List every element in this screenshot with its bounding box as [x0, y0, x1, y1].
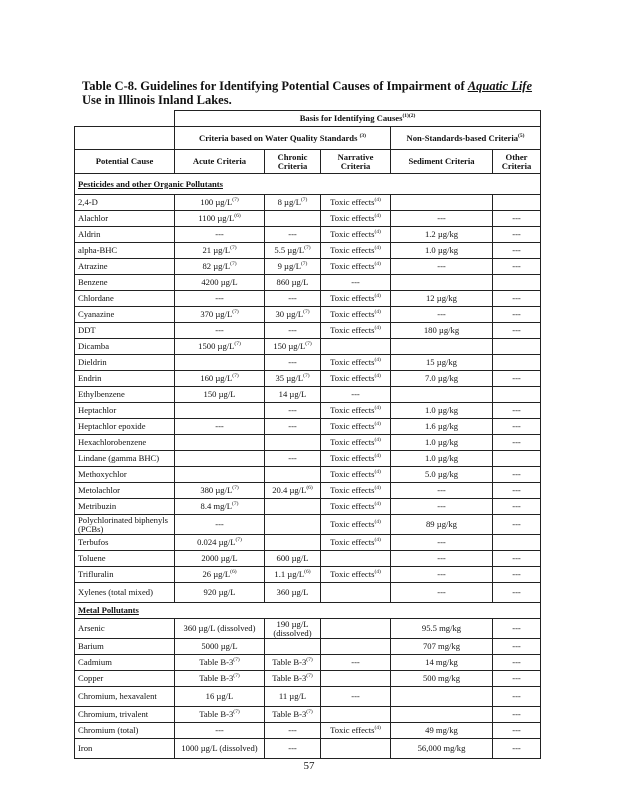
- table-row: [75, 227, 541, 243]
- table-row: [75, 259, 541, 275]
- table-row: [75, 499, 541, 515]
- other-cell: ---: [493, 515, 541, 535]
- other-cell: [493, 451, 541, 467]
- sediment-cell: [391, 387, 493, 403]
- section-row: [75, 603, 541, 619]
- sediment-cell: ---: [391, 307, 493, 323]
- sediment-cell: 7.0 µg/kg: [391, 371, 493, 387]
- cause-cell: Chlordane: [75, 291, 175, 307]
- table-row: [75, 551, 541, 567]
- acute-cell: 150 µg/L: [175, 387, 265, 403]
- other-cell: [493, 387, 541, 403]
- table-row: [75, 243, 541, 259]
- chronic-cell: ---: [265, 403, 321, 419]
- cause-cell: Chromium, hexavalent: [75, 687, 175, 707]
- sediment-cell: 1.0 µg/kg: [391, 403, 493, 419]
- narrative-cell: Toxic effects$^{(4)}$: [321, 723, 391, 739]
- narrative-cell: [321, 671, 391, 687]
- narrative-cell: Toxic effects$^{(4)}$: [321, 451, 391, 467]
- acute-cell: ---: [175, 323, 265, 339]
- narrative-cell: Toxic effects$^{(4)}$: [321, 211, 391, 227]
- table-row: [75, 387, 541, 403]
- acute-cell: ---: [175, 419, 265, 435]
- acute-cell: ---: [175, 291, 265, 307]
- acute-cell: 5000 µg/L: [175, 639, 265, 655]
- sediment-header: Sediment Criteria: [391, 150, 493, 174]
- chronic-cell: Table B-3$^{(7)}$: [265, 707, 321, 723]
- narrative-cell: Toxic effects$^{(4)}$: [321, 195, 391, 211]
- acute-cell: ---: [175, 227, 265, 243]
- table-row: [75, 451, 541, 467]
- chronic-cell: ---: [265, 291, 321, 307]
- cause-cell: Metribuzin: [75, 499, 175, 515]
- acute-cell: 360 µg/L (dissolved): [175, 619, 265, 639]
- cause-cell: Heptachlor: [75, 403, 175, 419]
- narrative-cell: Toxic effects$^{(4)}$: [321, 307, 391, 323]
- acute-cell: 16 µg/L: [175, 687, 265, 707]
- chronic-header: Chronic Criteria: [265, 150, 321, 174]
- header-row-basis: [75, 111, 541, 127]
- sediment-cell: 12 µg/kg: [391, 291, 493, 307]
- other-cell: [493, 275, 541, 291]
- cause-cell: Cadmium: [75, 655, 175, 671]
- chronic-cell: [265, 467, 321, 483]
- table-row: [75, 535, 541, 551]
- other-cell: ---: [493, 639, 541, 655]
- sediment-cell: ---: [391, 551, 493, 567]
- chronic-cell: ---: [265, 355, 321, 371]
- cause-cell: Copper: [75, 671, 175, 687]
- sediment-cell: [391, 275, 493, 291]
- acute-cell: [175, 451, 265, 467]
- acute-cell: 370 $\mu g/L^{(7)}$: [175, 307, 265, 323]
- other-cell: ---: [493, 655, 541, 671]
- other-cell: ---: [493, 371, 541, 387]
- acute-cell: 1000 µg/L (dissolved): [175, 739, 265, 759]
- header-row-groups: [75, 127, 541, 150]
- chronic-cell: 11 µg/L: [265, 687, 321, 707]
- table-title: Table C-8. Guidelines for Identifying Potential Causes of Impairment of Aquatic Life Use in Illinois Inland Lakes.: [82, 79, 533, 107]
- acute-cell: [175, 355, 265, 371]
- acute-cell: ---: [175, 723, 265, 739]
- narrative-cell: Toxic effects$^{(4)}$: [321, 291, 391, 307]
- cause-cell: Xylenes (total mixed): [75, 583, 175, 603]
- narrative-cell: [321, 619, 391, 639]
- cause-cell: Chromium, trivalent: [75, 707, 175, 723]
- chronic-cell: 35 $\mu g/L^{(7)}$: [265, 371, 321, 387]
- table-row: [75, 619, 541, 639]
- cause-cell: Ethylbenzene: [75, 387, 175, 403]
- chronic-cell: Table B-3$^{(7)}$: [265, 655, 321, 671]
- chronic-cell: 14 µg/L: [265, 387, 321, 403]
- other-cell: ---: [493, 567, 541, 583]
- other-cell: ---: [493, 687, 541, 707]
- other-cell: ---: [493, 403, 541, 419]
- cause-cell: Iron: [75, 739, 175, 759]
- acute-cell: [175, 435, 265, 451]
- chronic-cell: 150 $\mu g/L^{(7)}$: [265, 339, 321, 355]
- other-cell: [493, 535, 541, 551]
- table-row: [75, 307, 541, 323]
- cause-cell: DDT: [75, 323, 175, 339]
- narrative-cell: Toxic effects$^{(4)}$: [321, 243, 391, 259]
- sediment-cell: 56,000 mg/kg: [391, 739, 493, 759]
- sediment-cell: ---: [391, 567, 493, 583]
- other-cell: ---: [493, 483, 541, 499]
- narrative-cell: [321, 739, 391, 759]
- narrative-cell: Toxic effects$^{(4)}$: [321, 515, 391, 535]
- cause-cell: Hexachlorobenzene: [75, 435, 175, 451]
- table-row: [75, 639, 541, 655]
- narrative-cell: Toxic effects$^{(4)}$: [321, 355, 391, 371]
- sediment-cell: [391, 707, 493, 723]
- acute-cell: 920 µg/L: [175, 583, 265, 603]
- cause-cell: Aldrin: [75, 227, 175, 243]
- acute-cell: 82 $\mu g/L^{(7)}$: [175, 259, 265, 275]
- sediment-cell: ---: [391, 535, 493, 551]
- table-row: [75, 275, 541, 291]
- acute-cell: Table B-3$^{(7)}$: [175, 655, 265, 671]
- page-number: 57: [303, 760, 315, 772]
- narrative-cell: Toxic effects$^{(4)}$: [321, 419, 391, 435]
- narrative-cell: Toxic effects$^{(4)}$: [321, 467, 391, 483]
- sediment-cell: [391, 687, 493, 707]
- acute-cell: 26 $\mu g/L^{(6)}$: [175, 567, 265, 583]
- other-cell: ---: [493, 723, 541, 739]
- table-row: [75, 515, 541, 535]
- other-cell: ---: [493, 707, 541, 723]
- cause-cell: alpha-BHC: [75, 243, 175, 259]
- other-cell: ---: [493, 243, 541, 259]
- table-row: [75, 483, 541, 499]
- title-emphasis: Aquatic Life: [467, 79, 533, 93]
- wq-standards-header: Criteria based on Water Quality Standards $^{(3)}$: [175, 127, 391, 150]
- acute-cell: 4200 µg/L: [175, 275, 265, 291]
- other-cell: ---: [493, 583, 541, 603]
- other-cell: ---: [493, 499, 541, 515]
- chronic-cell: 20.4 $\mu g/L^{(6)}$: [265, 483, 321, 499]
- table-row: [75, 687, 541, 707]
- chronic-cell: 190 µg/L (dissolved): [265, 619, 321, 639]
- narrative-cell: [321, 339, 391, 355]
- chronic-cell: 860 µg/L: [265, 275, 321, 291]
- other-cell: ---: [493, 323, 541, 339]
- chronic-cell: [265, 211, 321, 227]
- other-cell: ---: [493, 259, 541, 275]
- cause-cell: Chromium (total): [75, 723, 175, 739]
- sediment-cell: ---: [391, 483, 493, 499]
- cause-cell: Atrazine: [75, 259, 175, 275]
- narrative-cell: Toxic effects$^{(4)}$: [321, 403, 391, 419]
- acute-cell: 1500 $\mu g/L^{(7)}$: [175, 339, 265, 355]
- table-row: [75, 291, 541, 307]
- other-cell: ---: [493, 467, 541, 483]
- other-cell: ---: [493, 211, 541, 227]
- acute-cell: 8.4 $mg/L^{(7)}$: [175, 499, 265, 515]
- narrative-cell: Toxic effects$^{(4)}$: [321, 227, 391, 243]
- sediment-cell: [391, 339, 493, 355]
- chronic-cell: 360 µg/L: [265, 583, 321, 603]
- cause-cell: Dieldrin: [75, 355, 175, 371]
- table-row: [75, 435, 541, 451]
- table-row: [75, 583, 541, 603]
- section-row: [75, 174, 541, 195]
- cause-cell: Trifluralin: [75, 567, 175, 583]
- chronic-cell: ---: [265, 723, 321, 739]
- cause-cell: Endrin: [75, 371, 175, 387]
- narrative-cell: Toxic effects$^{(4)}$: [321, 371, 391, 387]
- narrative-cell: Toxic effects$^{(4)}$: [321, 535, 391, 551]
- narrative-cell: ---: [321, 275, 391, 291]
- sediment-cell: ---: [391, 583, 493, 603]
- narrative-cell: Toxic effects$^{(4)}$: [321, 259, 391, 275]
- guidelines-table: [74, 110, 541, 759]
- table-row: [75, 567, 541, 583]
- potential-cause-header: Potential Cause: [75, 150, 175, 174]
- header-row-columns: [75, 150, 541, 174]
- cause-cell: Dicamba: [75, 339, 175, 355]
- narrative-cell: Toxic effects$^{(4)}$: [321, 323, 391, 339]
- sediment-cell: 1.0 µg/kg: [391, 451, 493, 467]
- sediment-cell: ---: [391, 259, 493, 275]
- cause-cell: Metolachlor: [75, 483, 175, 499]
- narrative-cell: Toxic effects$^{(4)}$: [321, 483, 391, 499]
- other-cell: ---: [493, 671, 541, 687]
- other-cell: ---: [493, 307, 541, 323]
- sediment-cell: 1.6 µg/kg: [391, 419, 493, 435]
- narrative-cell: Toxic effects$^{(4)}$: [321, 567, 391, 583]
- cause-cell: Polychlorinated biphenyls (PCBs): [75, 515, 175, 535]
- sediment-cell: 1.0 µg/kg: [391, 435, 493, 451]
- acute-cell: 380 $\mu g/L^{(7)}$: [175, 483, 265, 499]
- other-cell: [493, 355, 541, 371]
- sediment-cell: 49 mg/kg: [391, 723, 493, 739]
- chronic-cell: 5.5 $\mu g/L^{(7)}$: [265, 243, 321, 259]
- other-cell: ---: [493, 551, 541, 567]
- cause-cell: Heptachlor epoxide: [75, 419, 175, 435]
- table-row: [75, 723, 541, 739]
- narrative-cell: [321, 583, 391, 603]
- table-row: [75, 739, 541, 759]
- chronic-cell: [265, 639, 321, 655]
- cause-cell: Benzene: [75, 275, 175, 291]
- narrative-cell: ---: [321, 687, 391, 707]
- chronic-cell: 8 $\mu g/L^{(7)}$: [265, 195, 321, 211]
- chronic-cell: 600 µg/L: [265, 551, 321, 567]
- chronic-cell: ---: [265, 419, 321, 435]
- sediment-cell: 5.0 µg/kg: [391, 467, 493, 483]
- table-row: [75, 339, 541, 355]
- sediment-cell: ---: [391, 499, 493, 515]
- other-cell: ---: [493, 227, 541, 243]
- acute-cell: 160 $\mu g/L^{(7)}$: [175, 371, 265, 387]
- sediment-cell: 89 µg/kg: [391, 515, 493, 535]
- other-cell: ---: [493, 435, 541, 451]
- cause-cell: Cyanazine: [75, 307, 175, 323]
- narrative-cell: ---: [321, 655, 391, 671]
- table-row: [75, 323, 541, 339]
- sediment-cell: [391, 195, 493, 211]
- narrative-cell: ---: [321, 387, 391, 403]
- basis-header: Basis for Identifying Causes$^{(1)(2)}$: [175, 111, 541, 127]
- chronic-cell: [265, 535, 321, 551]
- sediment-cell: 1.0 µg/kg: [391, 243, 493, 259]
- sediment-cell: 15 µg/kg: [391, 355, 493, 371]
- cause-cell: Arsenic: [75, 619, 175, 639]
- sediment-cell: 500 mg/kg: [391, 671, 493, 687]
- narrative-cell: Toxic effects$^{(4)}$: [321, 499, 391, 515]
- table-row: [75, 467, 541, 483]
- sediment-cell: 707 mg/kg: [391, 639, 493, 655]
- acute-header: Acute Criteria: [175, 150, 265, 174]
- narrative-cell: Toxic effects$^{(4)}$: [321, 435, 391, 451]
- other-cell: ---: [493, 739, 541, 759]
- acute-cell: [175, 467, 265, 483]
- acute-cell: [175, 403, 265, 419]
- chronic-cell: ---: [265, 227, 321, 243]
- table-row: [75, 419, 541, 435]
- chronic-cell: 30 $\mu g/L^{(7)}$: [265, 307, 321, 323]
- chronic-cell: 9 $\mu g/L^{(7)}$: [265, 259, 321, 275]
- table-row: [75, 403, 541, 419]
- acute-cell: Table B-3$^{(7)}$: [175, 707, 265, 723]
- other-cell: [493, 339, 541, 355]
- chronic-cell: [265, 435, 321, 451]
- chronic-cell: ---: [265, 323, 321, 339]
- table-row: [75, 655, 541, 671]
- acute-cell: 100 $\mu g/L^{(7)}$: [175, 195, 265, 211]
- chronic-cell: 1.1 $\mu g/L^{(6)}$: [265, 567, 321, 583]
- section-metals: Metal Pollutants: [75, 603, 541, 619]
- chronic-cell: [265, 515, 321, 535]
- table-row: [75, 355, 541, 371]
- chronic-cell: Table B-3$^{(7)}$: [265, 671, 321, 687]
- non-standards-header: Non-Standards-based Criteria$^{(5)}$: [391, 127, 541, 150]
- other-cell: ---: [493, 419, 541, 435]
- table-row: [75, 195, 541, 211]
- narrative-cell: [321, 551, 391, 567]
- other-header: Other Criteria: [493, 150, 541, 174]
- table-row: [75, 211, 541, 227]
- chronic-cell: ---: [265, 739, 321, 759]
- sediment-cell: 180 µg/kg: [391, 323, 493, 339]
- acute-cell: ---: [175, 515, 265, 535]
- narrative-cell: [321, 707, 391, 723]
- cause-cell: Alachlor: [75, 211, 175, 227]
- sediment-cell: 14 mg/kg: [391, 655, 493, 671]
- sediment-cell: 1.2 µg/kg: [391, 227, 493, 243]
- acute-cell: 1100 $\mu g/L^{(6)}$: [175, 211, 265, 227]
- cause-cell: Toluene: [75, 551, 175, 567]
- cause-cell: 2,4-D: [75, 195, 175, 211]
- cause-cell: Methoxychlor: [75, 467, 175, 483]
- chronic-cell: [265, 499, 321, 515]
- acute-cell: 21 $\mu g/L^{(7)}$: [175, 243, 265, 259]
- table-row: [75, 671, 541, 687]
- narrative-cell: [321, 639, 391, 655]
- cause-cell: Barium: [75, 639, 175, 655]
- other-cell: ---: [493, 291, 541, 307]
- sediment-cell: ---: [391, 211, 493, 227]
- sediment-cell: 95.5 mg/kg: [391, 619, 493, 639]
- section-pesticides: Pesticides and other Organic Pollutants: [75, 174, 541, 195]
- cause-cell: Terbufos: [75, 535, 175, 551]
- acute-cell: 2000 µg/L: [175, 551, 265, 567]
- chronic-cell: ---: [265, 451, 321, 467]
- cause-cell: Lindane (gamma BHC): [75, 451, 175, 467]
- acute-cell: Table B-3$^{(7)}$: [175, 671, 265, 687]
- table-row: [75, 371, 541, 387]
- table-row: [75, 707, 541, 723]
- acute-cell: 0.024 $\mu g/L^{(7)}$: [175, 535, 265, 551]
- other-cell: [493, 195, 541, 211]
- narrative-header: Narrative Criteria: [321, 150, 391, 174]
- other-cell: ---: [493, 619, 541, 639]
